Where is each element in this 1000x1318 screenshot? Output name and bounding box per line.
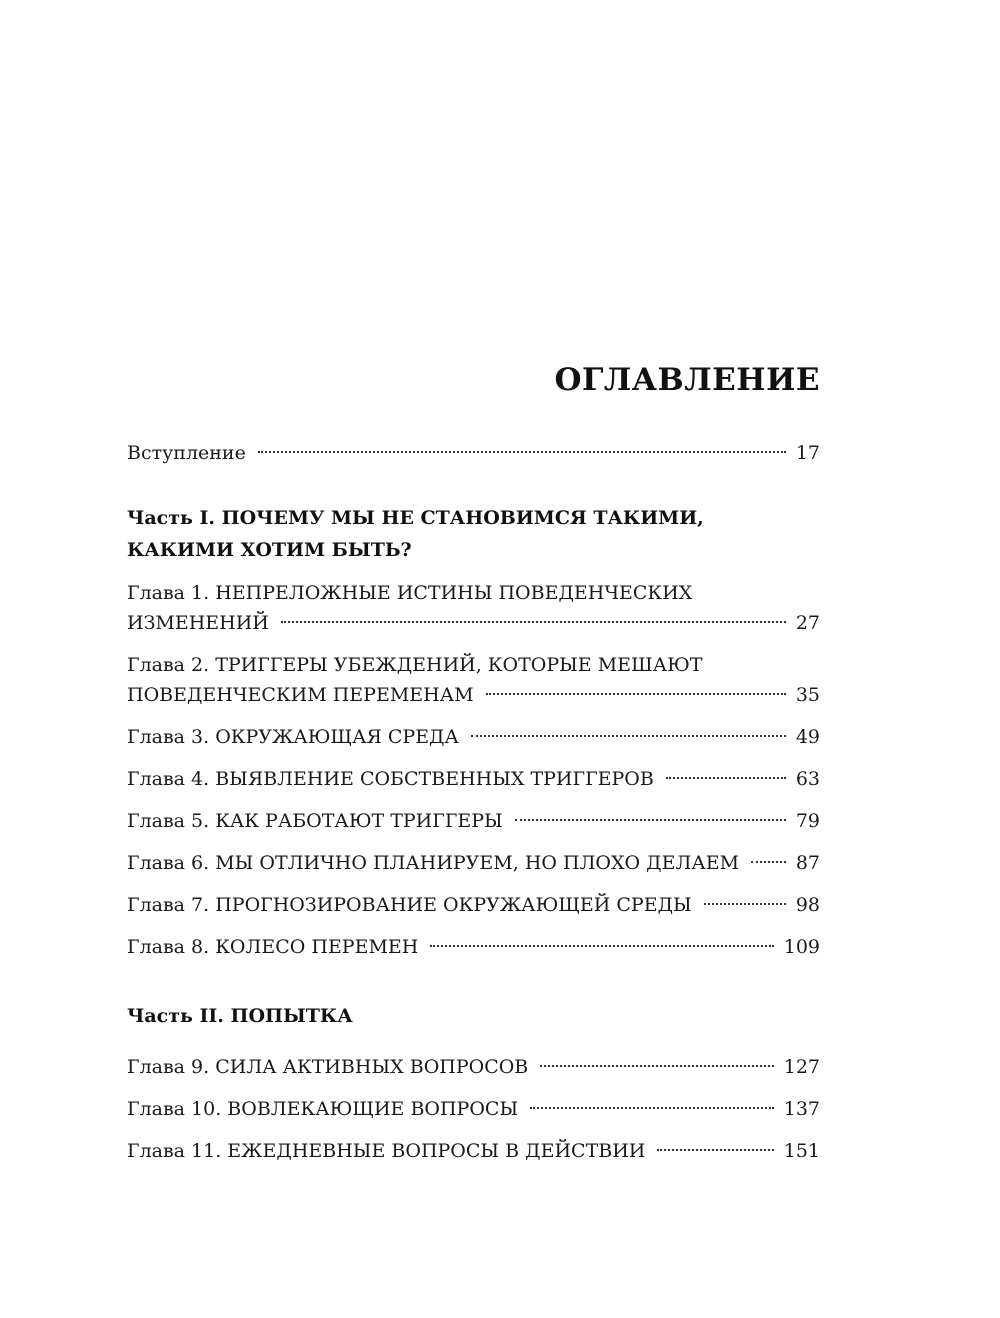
part-title-line: Часть II. ПОПЫТКА	[127, 1005, 353, 1027]
toc-entry-label: Глава 7. ПРОГНОЗИРОВАНИЕ ОКРУЖАЮЩЕЙ СРЕДЫ	[127, 894, 692, 916]
toc-entry-label-cont: ИЗМЕНЕНИЙ	[127, 612, 269, 634]
toc-entry-label: Глава 10. ВОВЛЕКАЮЩИЕ ВОПРОСЫ	[127, 1098, 519, 1120]
toc-entry-label: Глава 5. КАК РАБОТАЮТ ТРИГГЕРЫ	[127, 810, 503, 832]
toc-entry-chapter-6	[127, 848, 820, 878]
toc-entry-chapter-9	[127, 1052, 820, 1082]
toc-page-number: 151	[783, 1140, 820, 1162]
toc-page-number: 109	[783, 936, 820, 958]
dot-leader	[666, 777, 786, 779]
dot-leader	[751, 861, 786, 863]
toc-entry-label: Глава 3. ОКРУЖАЮЩАЯ СРЕДА	[127, 726, 459, 748]
toc-page-number: 63	[795, 768, 820, 790]
dot-leader	[486, 693, 786, 695]
dot-leader	[258, 451, 786, 453]
toc-page-number: 137	[783, 1098, 820, 1120]
page-title: ОГЛАВЛЕНИЕ	[554, 362, 820, 398]
toc-entry-label: Глава 1. НЕПРЕЛОЖНЫЕ ИСТИНЫ ПОВЕДЕНЧЕСКИХ	[127, 582, 693, 604]
toc-entry-chapter-11	[127, 1136, 820, 1166]
dot-leader	[657, 1149, 773, 1151]
toc-entry-intro	[127, 438, 820, 468]
dot-leader	[471, 735, 786, 737]
toc-page-number: 35	[795, 684, 820, 706]
toc-entry-label: Вступление	[127, 442, 246, 464]
part-title-line: Часть I. ПОЧЕМУ МЫ НЕ СТАНОВИМСЯ ТАКИМИ,	[127, 507, 704, 529]
toc-page-number: 127	[783, 1056, 820, 1078]
toc-page-number: 17	[795, 442, 820, 464]
dot-leader	[281, 621, 786, 623]
toc-entry-label: Глава 11. ЕЖЕДНЕВНЫЕ ВОПРОСЫ В ДЕЙСТВИИ	[127, 1140, 646, 1162]
toc-entry-chapter-8	[127, 932, 820, 962]
toc-page-number: 79	[795, 810, 820, 832]
dot-leader	[430, 945, 773, 947]
part-heading-2	[127, 1000, 820, 1032]
toc-entry-chapter-4	[127, 764, 820, 794]
toc-entry-chapter-2	[127, 650, 820, 710]
toc-entry-label-cont: ПОВЕДЕНЧЕСКИМ ПЕРЕМЕНАМ	[127, 684, 474, 706]
toc-entry-label: Глава 8. КОЛЕСО ПЕРЕМЕН	[127, 936, 419, 958]
toc-entry-label: Глава 4. ВЫЯВЛЕНИЕ СОБСТВЕННЫХ ТРИГГЕРОВ	[127, 768, 654, 790]
part-heading-1	[127, 502, 820, 566]
toc-entry-label: Глава 2. ТРИГГЕРЫ УБЕЖДЕНИЙ, КОТОРЫЕ МЕШАЮТ	[127, 654, 703, 676]
toc-entry-label: Глава 9. СИЛА АКТИВНЫХ ВОПРОСОВ	[127, 1056, 529, 1078]
toc-page-number: 27	[795, 612, 820, 634]
dot-leader	[530, 1107, 774, 1109]
toc-page-number: 87	[795, 852, 820, 874]
toc-page-number: 49	[795, 726, 820, 748]
part-title-line: КАКИМИ ХОТИМ БЫТЬ?	[127, 539, 412, 561]
toc-entry-chapter-7	[127, 890, 820, 920]
toc-entry-chapter-5	[127, 806, 820, 836]
table-of-contents	[127, 438, 820, 1166]
toc-page-number: 98	[795, 894, 820, 916]
toc-entry-chapter-3	[127, 722, 820, 752]
dot-leader	[515, 819, 786, 821]
toc-entry-label: Глава 6. МЫ ОТЛИЧНО ПЛАНИРУЕМ, НО ПЛОХО ДЕЛАЕМ	[127, 852, 740, 874]
toc-entry-chapter-10	[127, 1094, 820, 1124]
toc-entry-chapter-1	[127, 578, 820, 638]
dot-leader	[540, 1065, 773, 1067]
dot-leader	[704, 903, 786, 905]
